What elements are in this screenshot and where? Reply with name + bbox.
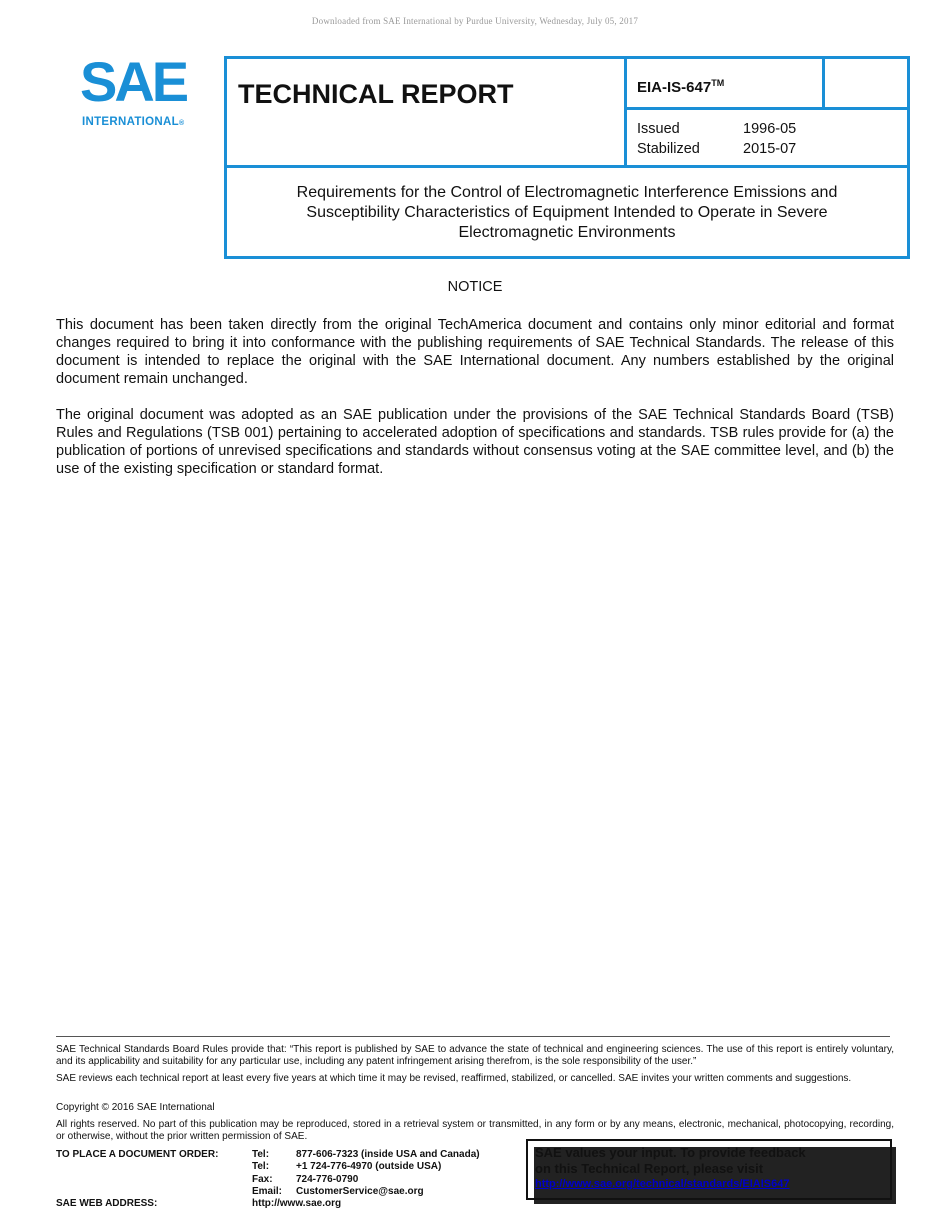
feedback-link[interactable]: http://www.sae.org/technical/standards/EIAIS647: [535, 1178, 790, 1190]
stabilized-label: Stabilized: [637, 141, 700, 157]
issued-date: 1996-05: [743, 121, 797, 137]
contact-label: Tel:: [252, 1149, 270, 1160]
sae-logo: [80, 50, 205, 134]
stabilized-date: 2015-07: [743, 141, 797, 157]
web-address-link[interactable]: http://www.sae.org: [252, 1198, 342, 1209]
rights-reserved-text: All rights reserved. No part of this publication may be reproduced, stored in a retrieval system or transmitted, in any form or by any means, electronic, mechanical, photocopying, recording, or otherwise, without the prior written permission of SAE.: [56, 1119, 894, 1142]
document-subject: Requirements for the Control of Electromagnetic Interference Emissions and Susceptibility Characteristics of Equipment Intended to Operate in Severe Electromagnetic Environments: [296, 184, 838, 241]
title-block: [224, 56, 910, 168]
report-type-title: TECHNICAL REPORT: [238, 79, 514, 109]
contact-value: +1 724-776-4970 (outside USA): [296, 1161, 442, 1172]
download-watermark-note: Downloaded from SAE International by Purdue University, Wednesday, July 05, 2017: [311, 16, 639, 26]
document-number: EIA-IS-647™: [637, 78, 725, 96]
subject-block: [224, 165, 910, 259]
registered-mark: ®: [178, 120, 185, 127]
contact-value: 724-776-0790: [296, 1174, 359, 1185]
notice-paragraph: This document has been taken directly from the original TechAmerica document and contains only minor editorial and format changes required to bring it into conformance with the publishing requirements of SAE Technical Standards. The release of this document is intended to replace the original with the SAE International document. Any numbers established by the original document remain unchanged.: [56, 317, 894, 387]
email-link[interactable]: CustomerService@sae.org: [296, 1186, 424, 1197]
order-label: TO PLACE A DOCUMENT ORDER:: [56, 1149, 219, 1160]
feedback-box: [526, 1139, 892, 1200]
logo-subtitle: INTERNATIONAL®: [82, 116, 185, 128]
logo-mark: SAE: [80, 50, 187, 113]
trademark-mark: TM: [711, 78, 725, 88]
notice-paragraph: The original document was adopted as an SAE publication under the provisions of the SAE Technical Standards Board (TSB) Rules and Regulations (TSB 001) pertaining to accelerated adoption of specifications and standards. TSB rules provide for (a) the publication of portions of unrevised specifications and standards without consensus voting at the SAE committee level, and (b) the use of the existing specification or standard format.: [56, 407, 894, 477]
contact-label: Tel:: [252, 1161, 270, 1172]
notice-heading: NOTICE: [447, 279, 503, 295]
review-policy-text: SAE reviews each technical report at least every five years at which time it may be revised, reaffirmed, stabilized, or cancelled. SAE invites your written comments and suggestions.: [56, 1073, 852, 1084]
feedback-message: SAE values your input. To provide feedback on this Technical Report, please visit: [535, 1145, 806, 1176]
contact-label: Email:: [252, 1186, 283, 1197]
contact-value: 877-606-7323 (inside USA and Canada): [296, 1149, 480, 1160]
issued-label: Issued: [637, 121, 680, 137]
copyright-text: Copyright © 2016 SAE International: [56, 1102, 215, 1113]
footer-divider: [56, 1036, 890, 1037]
tsb-rules-text: SAE Technical Standards Board Rules provide that: “This report is published by SAE to advance the state of technical and engineering sciences. The use of this report is entirely voluntary, and its applicability and suitability for any particular use, including any patent infringement arising therefrom, is the sole responsibility of the user.”: [56, 1044, 894, 1067]
web-address-label: SAE WEB ADDRESS:: [56, 1198, 158, 1209]
contact-label: Fax:: [252, 1174, 273, 1185]
